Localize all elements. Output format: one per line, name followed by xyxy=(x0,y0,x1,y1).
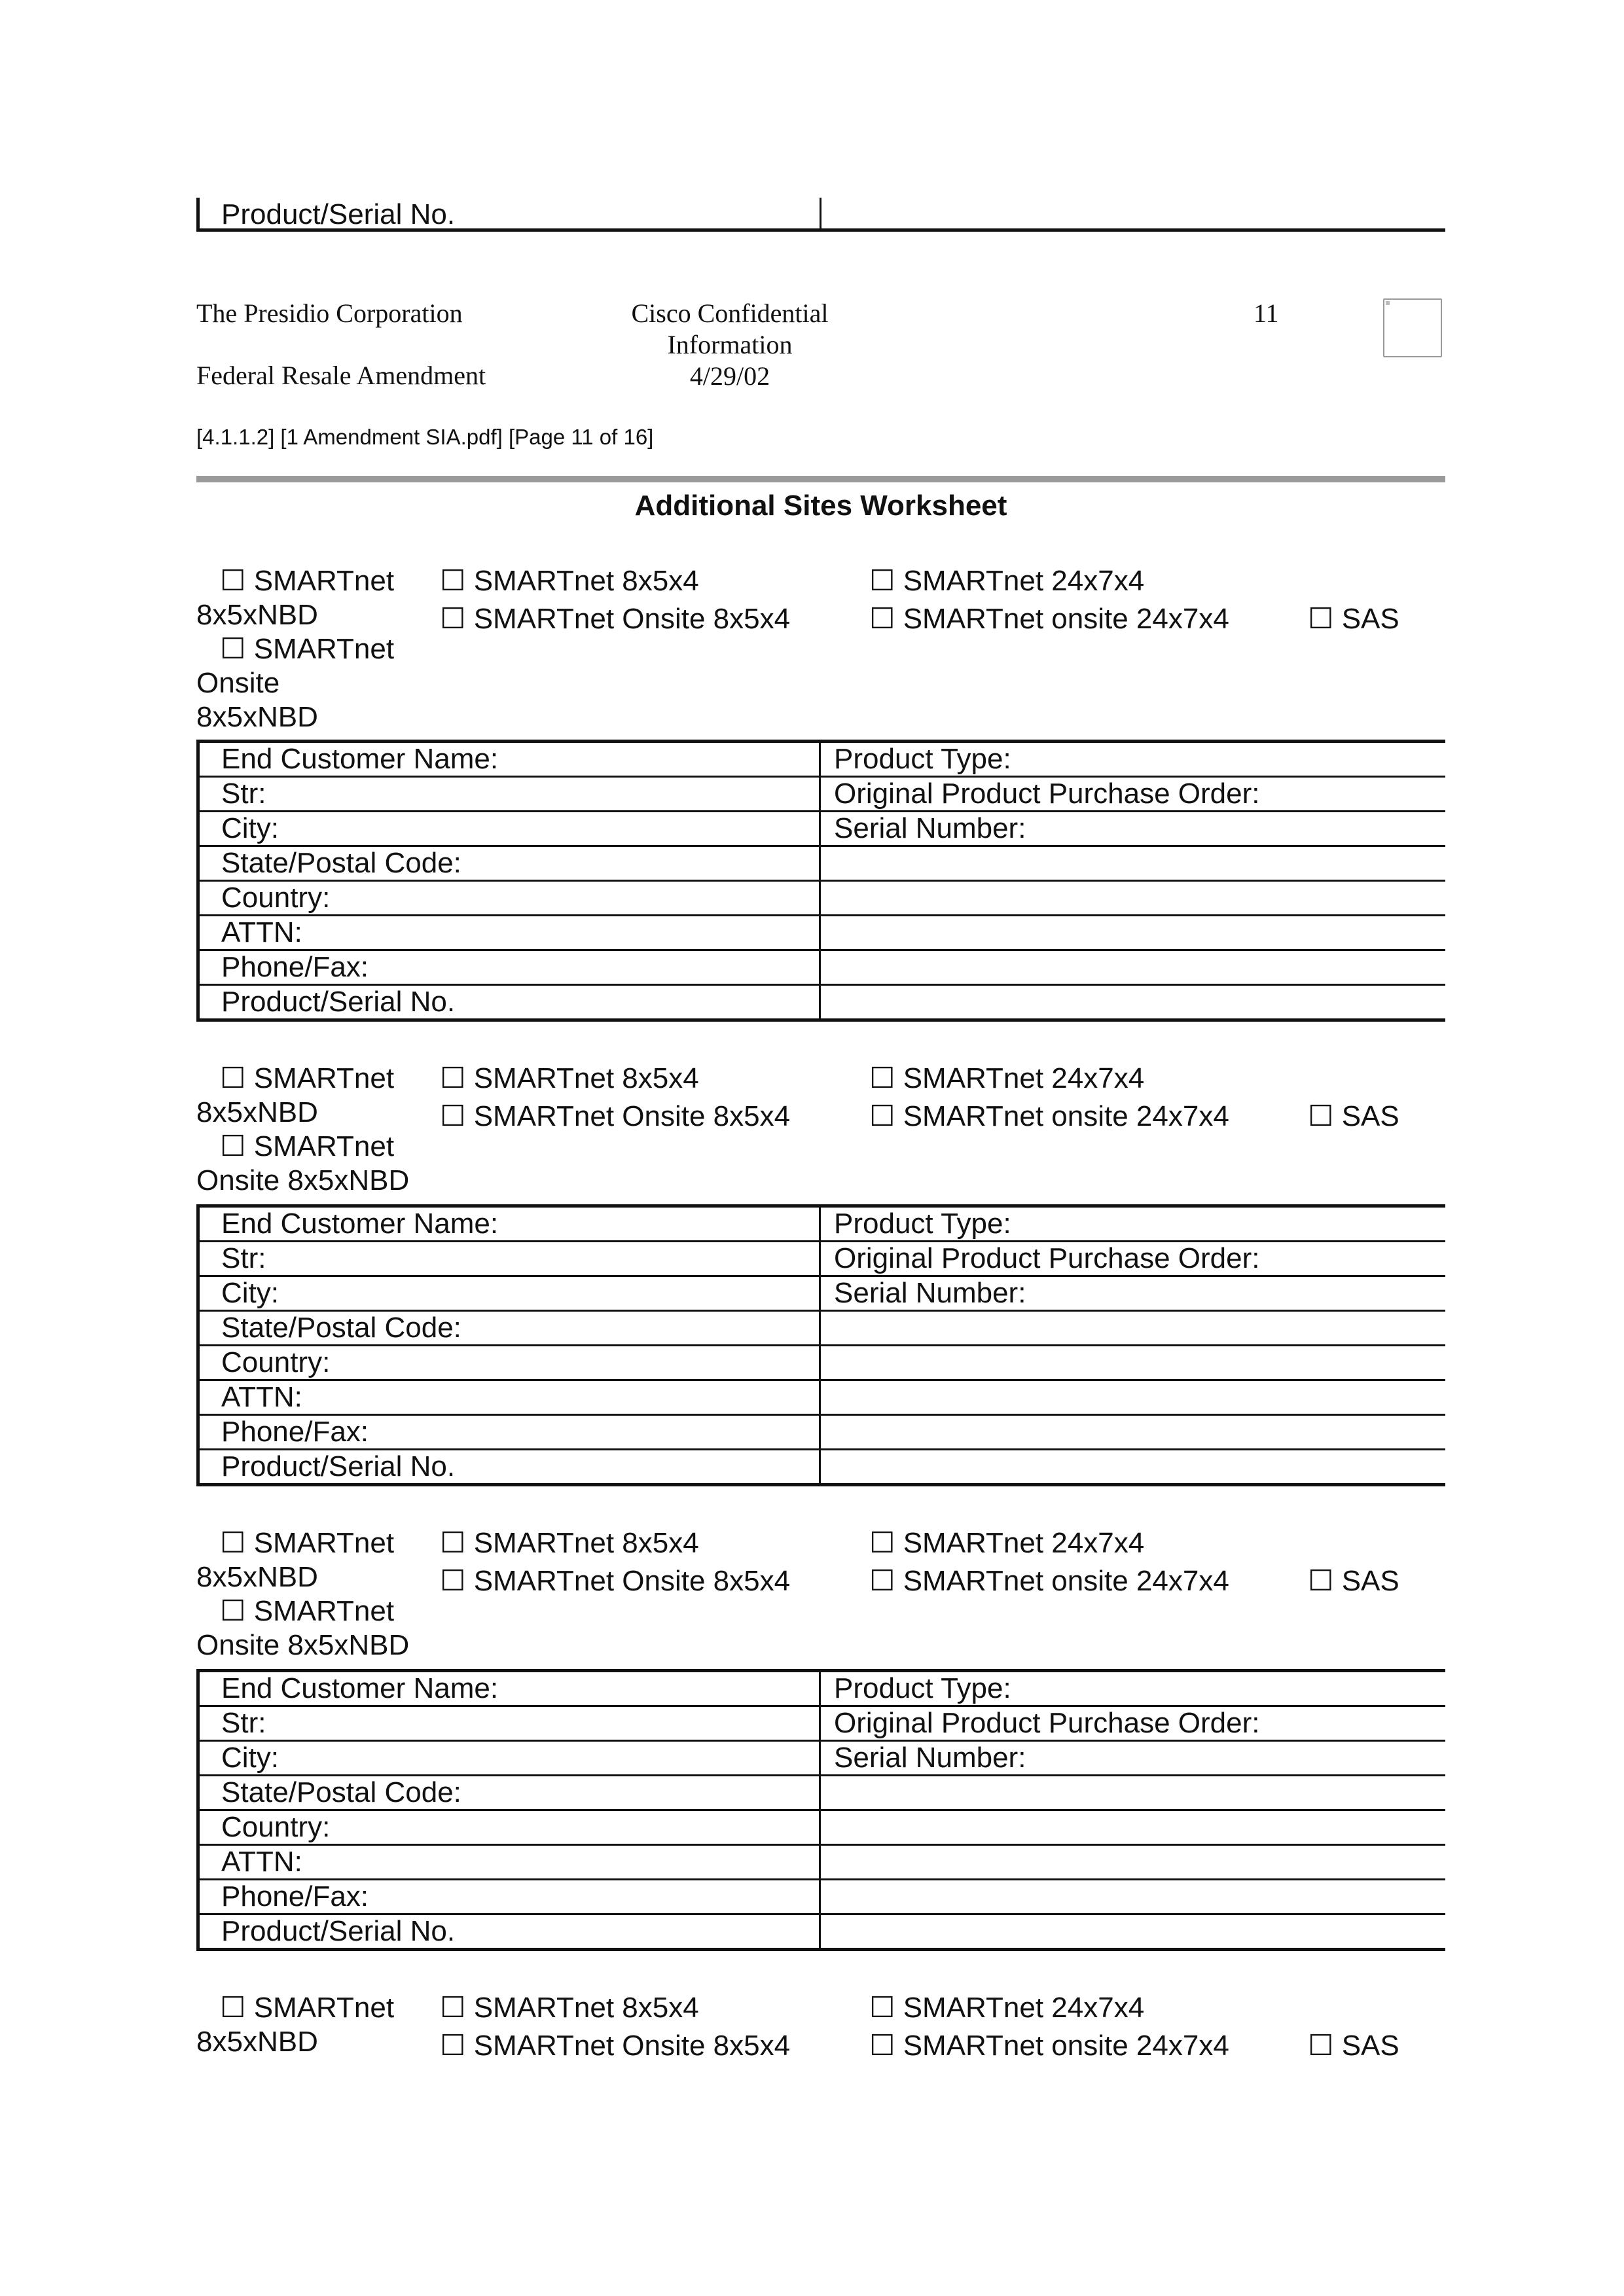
service-option-smartnet-onsite-nbd[interactable] xyxy=(196,1594,419,1662)
field-label-right[interactable]: Serial Number: xyxy=(820,1741,1446,1776)
service-option-label: SMARTnet 8x5x4 xyxy=(473,1062,699,1094)
service-option-smartnet-onsite-24x7x4[interactable] xyxy=(869,2029,1229,2063)
service-option-label: SMARTnet Onsite 8x5xNBD xyxy=(196,1130,410,1196)
field-label-right[interactable] xyxy=(820,1380,1446,1415)
table-row xyxy=(198,1914,1446,1950)
checkbox-icon[interactable]: ☐ xyxy=(220,633,246,665)
field-label-right[interactable] xyxy=(820,950,1446,985)
service-option-sas[interactable] xyxy=(1308,2029,1399,2063)
service-option-label: SMARTnet Onsite 8x5xNBD xyxy=(196,633,395,733)
site-worksheet-table xyxy=(196,740,1445,1022)
service-option-label: SMARTnet 8x5x4 xyxy=(473,565,699,597)
checkbox-icon[interactable]: ☐ xyxy=(1308,2030,1334,2062)
checkbox-icon[interactable]: ☐ xyxy=(220,1062,246,1094)
service-option-column-1 xyxy=(196,564,406,734)
table-row xyxy=(198,812,1446,846)
service-option-label: SAS xyxy=(1341,603,1399,635)
document-path: [4.1.1.2] [1 Amendment SIA.pdf] [Page 11 of 16] xyxy=(196,425,654,449)
service-option-label: SMARTnet 8x5xNBD xyxy=(196,1992,395,2058)
service-option-smartnet-nbd[interactable] xyxy=(196,1526,419,1594)
checkbox-icon[interactable]: ☐ xyxy=(869,1527,895,1559)
service-option-smartnet-24x7x4[interactable] xyxy=(869,1991,1144,2025)
field-label-left[interactable]: Str: xyxy=(198,1242,820,1276)
checkbox-icon[interactable]: ☐ xyxy=(220,565,246,597)
checkbox-icon[interactable]: ☐ xyxy=(220,1130,246,1162)
service-option-label: SMARTnet 8x5x4 xyxy=(473,1992,699,2024)
service-option-smartnet-nbd[interactable] xyxy=(196,1991,419,2059)
service-option-label: SMARTnet onsite 24x7x4 xyxy=(903,603,1229,635)
field-label-right[interactable] xyxy=(820,1845,1446,1880)
field-label-right[interactable]: Original Product Purchase Order: xyxy=(820,1706,1446,1741)
field-label-left[interactable]: City: xyxy=(198,1741,820,1776)
checkbox-icon[interactable]: ☐ xyxy=(1308,603,1334,635)
field-label-left[interactable]: Country: xyxy=(198,1810,820,1845)
table-row xyxy=(198,1706,1446,1741)
field-label-right[interactable] xyxy=(820,1415,1446,1450)
service-option-label: SAS xyxy=(1341,2030,1399,2062)
footer-company: The Presidio Corporation xyxy=(196,298,463,328)
field-label-left[interactable]: End Customer Name: xyxy=(198,742,820,777)
checkbox-icon[interactable]: ☐ xyxy=(869,1565,895,1597)
table-row xyxy=(198,1880,1446,1914)
table-row xyxy=(198,1741,1446,1776)
table-row xyxy=(198,1450,1446,1485)
table-row xyxy=(198,881,1446,916)
footer-confidential xyxy=(592,298,867,392)
service-option-smartnet-8x5x4[interactable] xyxy=(440,1526,699,1560)
checkbox-icon[interactable]: ☐ xyxy=(869,1992,895,2024)
field-label-left[interactable]: ATTN: xyxy=(198,916,820,950)
table-row xyxy=(198,1776,1446,1810)
table-row xyxy=(198,846,1446,881)
service-option-smartnet-8x5x4[interactable] xyxy=(440,564,699,598)
table-row xyxy=(198,950,1446,985)
checkbox-icon[interactable]: ☐ xyxy=(440,1565,466,1597)
service-option-label: SMARTnet onsite 24x7x4 xyxy=(903,2030,1229,2062)
checkbox-icon[interactable]: ☐ xyxy=(440,2030,466,2062)
service-option-label: SMARTnet onsite 24x7x4 xyxy=(903,1565,1229,1597)
field-label-right[interactable]: Serial Number: xyxy=(820,1276,1446,1311)
site-worksheet-table xyxy=(196,1204,1445,1486)
checkbox-icon[interactable]: ☐ xyxy=(869,2030,895,2062)
service-option-smartnet-onsite-24x7x4[interactable] xyxy=(869,1100,1229,1134)
field-label-right[interactable] xyxy=(820,1914,1446,1950)
checkbox-icon[interactable]: ☐ xyxy=(440,1062,466,1094)
footer-page-number: 11 xyxy=(1254,298,1279,328)
field-label-right[interactable]: Original Product Purchase Order: xyxy=(820,1242,1446,1276)
field-label-right[interactable]: Product Type: xyxy=(820,742,1446,777)
field-label-left[interactable]: Product/Serial No. xyxy=(198,1450,820,1485)
checkbox-icon[interactable]: ☐ xyxy=(1308,1100,1334,1132)
service-option-label: SMARTnet Onsite 8x5x4 xyxy=(473,603,791,635)
footer-date: 4/29/02 xyxy=(689,361,770,391)
product-serial-label: Product/Serial No. xyxy=(200,198,821,228)
service-option-label: SMARTnet 24x7x4 xyxy=(903,565,1145,597)
service-option-label: SMARTnet Onsite 8x5x4 xyxy=(473,1100,791,1132)
page-title: Additional Sites Worksheet xyxy=(634,490,1007,522)
checkbox-icon[interactable]: ☐ xyxy=(220,1527,246,1559)
service-option-label: SMARTnet 24x7x4 xyxy=(903,1527,1145,1559)
table-row xyxy=(198,916,1446,950)
divider xyxy=(196,476,1445,482)
service-option-label: SMARTnet 24x7x4 xyxy=(903,1062,1145,1094)
field-label-right[interactable]: Serial Number: xyxy=(820,812,1446,846)
table-row xyxy=(198,1346,1446,1380)
field-label-left[interactable]: State/Postal Code: xyxy=(198,1776,820,1810)
field-label-left[interactable]: Country: xyxy=(198,1346,820,1380)
service-option-sas[interactable] xyxy=(1308,1564,1399,1598)
table-row xyxy=(198,1671,1446,1706)
service-option-label: SMARTnet 8x5xNBD xyxy=(196,1527,395,1593)
checkbox-icon[interactable]: ☐ xyxy=(869,1100,895,1132)
service-option-smartnet-onsite-24x7x4[interactable] xyxy=(869,602,1229,636)
service-option-smartnet-24x7x4[interactable] xyxy=(869,564,1144,598)
service-option-label: SMARTnet onsite 24x7x4 xyxy=(903,1100,1229,1132)
field-label-left[interactable]: State/Postal Code: xyxy=(198,846,820,881)
field-label-right[interactable]: Original Product Purchase Order: xyxy=(820,777,1446,812)
checkbox-icon[interactable]: ☐ xyxy=(440,565,466,597)
field-label-right[interactable]: Product Type: xyxy=(820,1671,1446,1706)
checkbox-icon[interactable]: ☐ xyxy=(869,1062,895,1094)
field-label-left[interactable]: Product/Serial No. xyxy=(198,985,820,1020)
service-option-label: SMARTnet 24x7x4 xyxy=(903,1992,1145,2024)
checkbox-icon[interactable]: ☐ xyxy=(440,1992,466,2024)
checkbox-icon[interactable]: ☐ xyxy=(220,1595,246,1627)
field-label-left[interactable]: ATTN: xyxy=(198,1380,820,1415)
service-option-sas[interactable] xyxy=(1308,1100,1399,1134)
service-option-smartnet-nbd[interactable] xyxy=(196,564,406,632)
service-option-smartnet-onsite-8x5x4[interactable] xyxy=(440,1100,790,1134)
field-label-left[interactable]: ATTN: xyxy=(198,1845,820,1880)
service-option-smartnet-onsite-nbd[interactable] xyxy=(196,1130,419,1198)
field-label-left[interactable]: End Customer Name: xyxy=(198,1206,820,1242)
table-row xyxy=(198,1242,1446,1276)
service-option-smartnet-8x5x4[interactable] xyxy=(440,1062,699,1096)
table-row xyxy=(198,985,1446,1020)
table-row xyxy=(198,1810,1446,1845)
checkbox-icon[interactable]: ☐ xyxy=(869,603,895,635)
field-label-right[interactable] xyxy=(820,1810,1446,1845)
service-option-smartnet-onsite-8x5x4[interactable] xyxy=(440,2029,790,2063)
table-row xyxy=(198,1845,1446,1880)
service-option-label: SAS xyxy=(1341,1565,1399,1597)
checkbox-icon[interactable]: ☐ xyxy=(440,603,466,635)
checkbox-icon[interactable]: ☐ xyxy=(440,1100,466,1132)
site-worksheet-table xyxy=(196,1669,1445,1951)
service-option-label: SMARTnet 8x5x4 xyxy=(473,1527,699,1559)
field-label-right[interactable] xyxy=(820,1450,1446,1485)
checkbox-icon[interactable]: ☐ xyxy=(1308,1565,1334,1597)
service-option-smartnet-nbd[interactable] xyxy=(196,1062,419,1130)
service-option-column-1 xyxy=(196,1991,419,2059)
service-option-smartnet-24x7x4[interactable] xyxy=(869,1526,1144,1560)
table-row xyxy=(198,1276,1446,1311)
field-label-right[interactable] xyxy=(820,916,1446,950)
service-option-smartnet-onsite-nbd[interactable] xyxy=(196,632,406,734)
service-option-smartnet-onsite-24x7x4[interactable] xyxy=(869,1564,1229,1598)
table-row xyxy=(198,1415,1446,1450)
service-option-smartnet-onsite-8x5x4[interactable] xyxy=(440,602,790,636)
checkbox-icon[interactable]: ☐ xyxy=(869,565,895,597)
field-label-left[interactable]: Phone/Fax: xyxy=(198,1415,820,1450)
service-option-label: SMARTnet Onsite 8x5x4 xyxy=(473,2030,791,2062)
checkbox-icon[interactable]: ☐ xyxy=(440,1527,466,1559)
footer-image-placeholder xyxy=(1383,298,1442,357)
service-option-label: SMARTnet Onsite 8x5xNBD xyxy=(196,1595,410,1661)
table-row xyxy=(198,1206,1446,1242)
table-row xyxy=(198,1311,1446,1346)
field-label-right[interactable] xyxy=(820,1776,1446,1810)
field-label-left[interactable]: Str: xyxy=(198,1706,820,1741)
service-option-smartnet-8x5x4[interactable] xyxy=(440,1991,699,2025)
field-label-left[interactable]: Phone/Fax: xyxy=(198,950,820,985)
service-option-sas[interactable] xyxy=(1308,602,1399,636)
field-label-right[interactable] xyxy=(820,985,1446,1020)
field-label-right[interactable] xyxy=(820,846,1446,881)
field-label-right[interactable] xyxy=(820,1346,1446,1380)
footer-confidential-line2: Information xyxy=(667,330,793,359)
field-label-left[interactable]: City: xyxy=(198,812,820,846)
field-label-left[interactable]: Str: xyxy=(198,777,820,812)
field-label-left[interactable]: Country: xyxy=(198,881,820,916)
service-option-column-1 xyxy=(196,1526,419,1662)
field-label-left[interactable]: Product/Serial No. xyxy=(198,1914,820,1950)
field-label-left[interactable]: End Customer Name: xyxy=(198,1671,820,1706)
service-option-label: SMARTnet Onsite 8x5x4 xyxy=(473,1565,791,1597)
field-label-left[interactable]: State/Postal Code: xyxy=(198,1311,820,1346)
footer-amendment: Federal Resale Amendment xyxy=(196,361,486,390)
service-option-label: SAS xyxy=(1341,1100,1399,1132)
checkbox-icon[interactable]: ☐ xyxy=(220,1992,246,2024)
table-row xyxy=(198,777,1446,812)
table-row xyxy=(198,1380,1446,1415)
field-label-right[interactable] xyxy=(820,1311,1446,1346)
service-option-label: SMARTnet 8x5xNBD xyxy=(196,1062,395,1128)
field-label-right[interactable]: Product Type: xyxy=(820,1206,1446,1242)
table-row xyxy=(198,742,1446,777)
field-label-left[interactable]: Phone/Fax: xyxy=(198,1880,820,1914)
service-option-smartnet-24x7x4[interactable] xyxy=(869,1062,1144,1096)
service-option-label: SMARTnet 8x5xNBD xyxy=(196,565,395,631)
field-label-left[interactable]: City: xyxy=(198,1276,820,1311)
service-option-smartnet-onsite-8x5x4[interactable] xyxy=(440,1564,790,1598)
previous-table-last-row xyxy=(196,198,1445,232)
service-option-column-1 xyxy=(196,1062,419,1198)
footer-confidential-line1: Cisco Confidential xyxy=(631,298,829,328)
field-label-right[interactable] xyxy=(820,1880,1446,1914)
field-label-right[interactable] xyxy=(820,881,1446,916)
